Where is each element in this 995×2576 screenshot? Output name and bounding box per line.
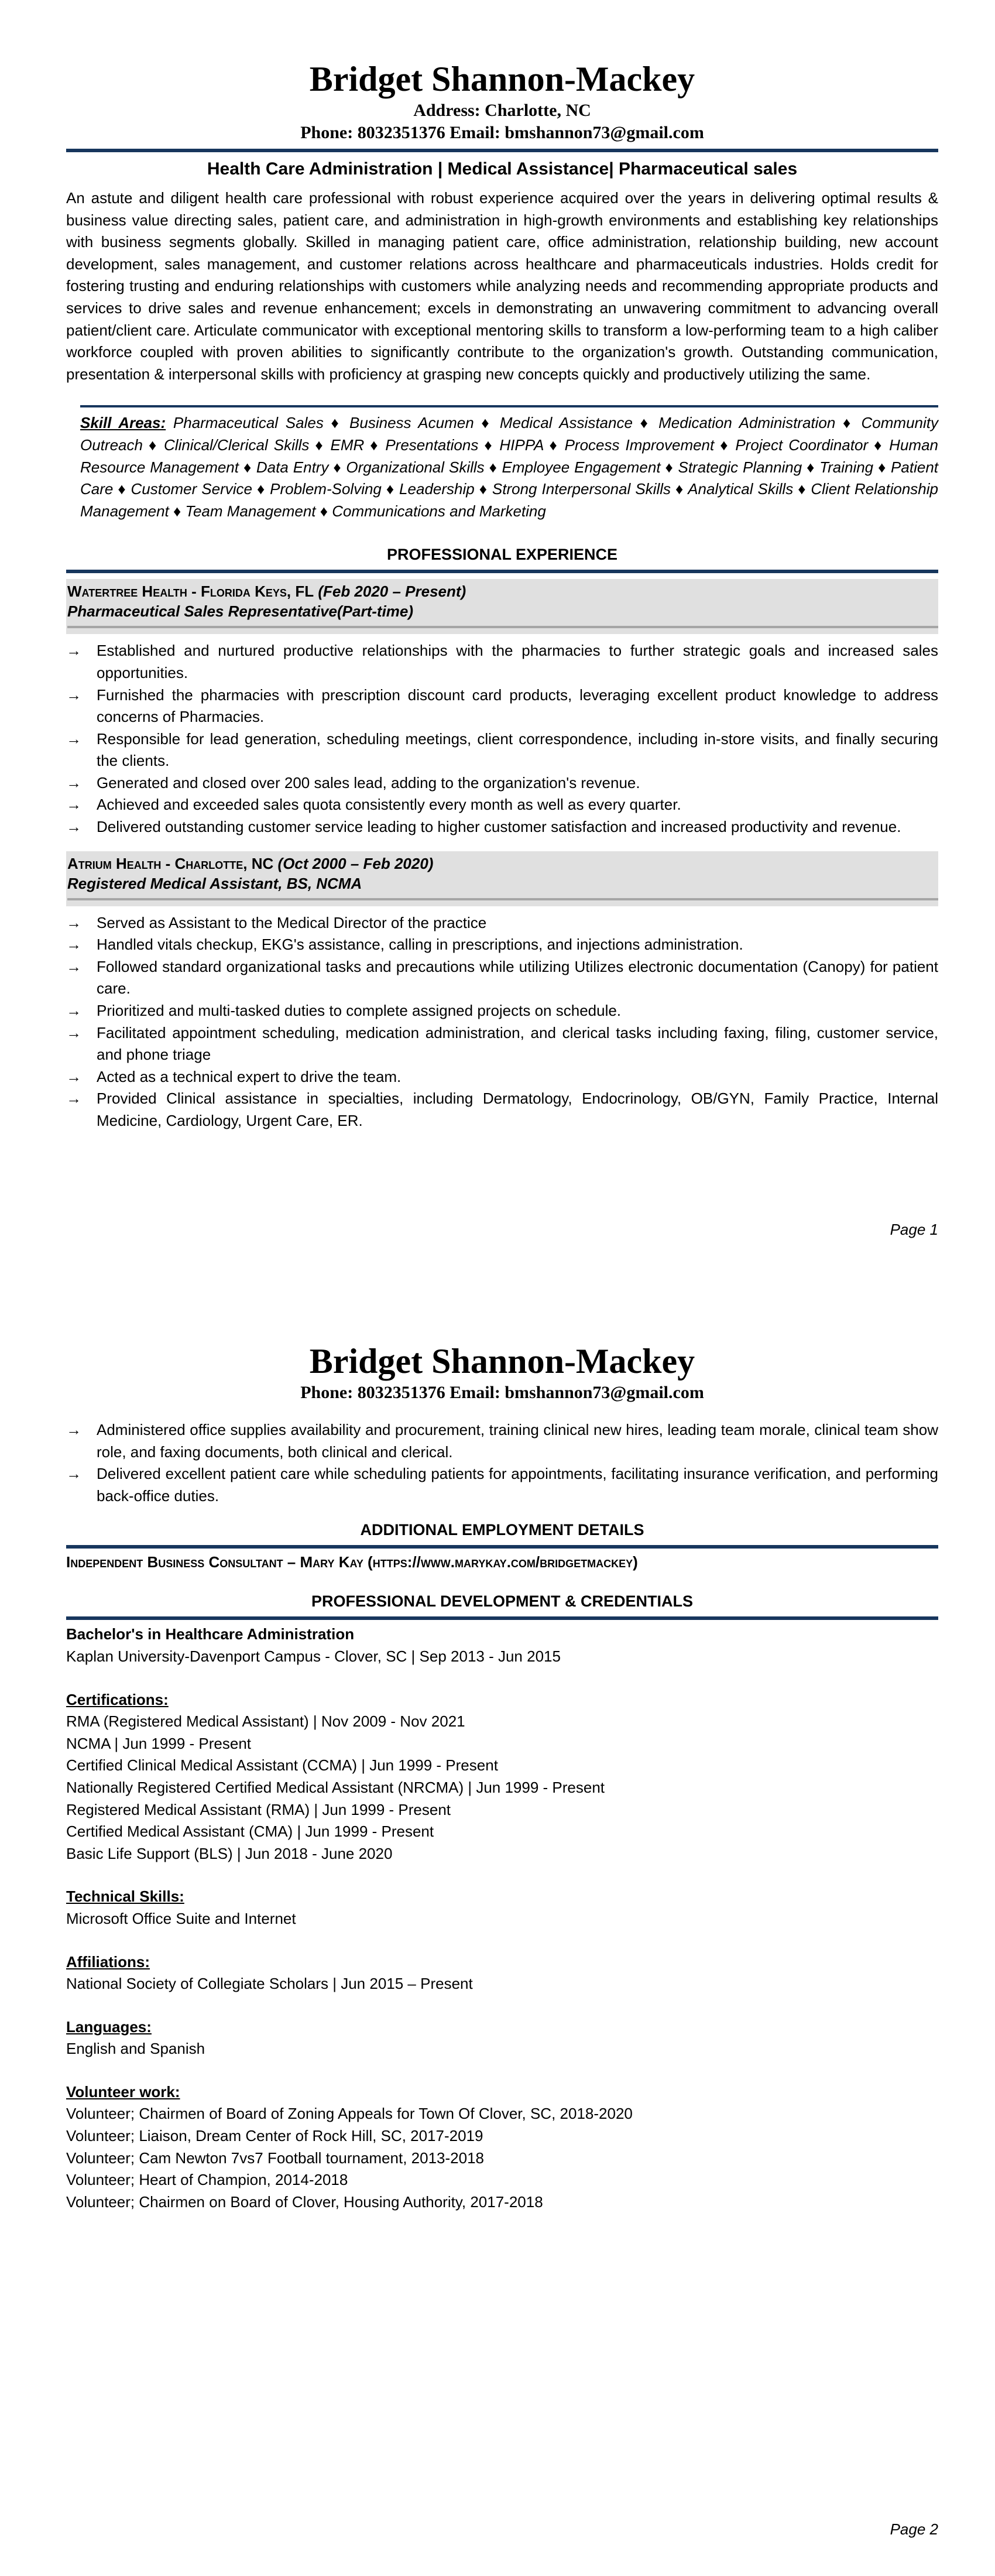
volunteer-item: Volunteer; Liaison, Dream Center of Rock Hill, SC, 2017-2019 xyxy=(66,2127,483,2145)
bullet-text: Established and nurtured productive relationships with the pharmacies to further strategic goals and increased sales opportunities. xyxy=(97,642,938,681)
bullet-text: Achieved and exceeded sales quota consistently every month as well as every quarter. xyxy=(97,796,681,814)
page-number: Page 2 xyxy=(890,2520,938,2538)
volunteer-item: Volunteer; Cam Newton 7vs7 Football tournament, 2013-2018 xyxy=(66,2149,484,2167)
certification-item: Nationally Registered Certified Medical Assistant (NRCMA) | Jun 1999 - Present xyxy=(66,1778,605,1796)
job-title: Registered Medical Assistant, BS, NCMA xyxy=(67,874,362,892)
job-header xyxy=(66,579,938,634)
arrow-icon: → xyxy=(66,818,81,836)
section-heading-experience: PROFESSIONAL EXPERIENCE xyxy=(386,546,618,564)
arrow-icon: → xyxy=(66,936,81,954)
section-heading-credentials: PROFESSIONAL DEVELOPMENT & CREDENTIALS xyxy=(311,1592,694,1611)
certification-item: Certified Medical Assistant (CMA) | Jun 1999 - Present xyxy=(66,1823,434,1841)
bullet-item xyxy=(66,728,938,772)
volunteer-item: Volunteer; Chairmen on Board of Clover, Housing Authority, 2017-2018 xyxy=(66,2193,543,2211)
contact-info: Phone: 8032351376 Email: bmshannon73@gmail.com xyxy=(300,123,704,142)
job-company: Watertree Health - Florida Keys, FL xyxy=(67,583,314,601)
bullet-item xyxy=(66,956,938,1000)
bullet-item xyxy=(66,684,938,728)
languages: English and Spanish xyxy=(66,2040,205,2058)
job-dates: (Oct 2000 – Feb 2020) xyxy=(277,854,434,872)
school: Kaplan University-Davenport Campus - Clover, SC | Sep 2013 - Jun 2015 xyxy=(66,1647,561,1665)
contact-info: Phone: 8032351376 Email: bmshannon73@gmail.com xyxy=(300,1383,704,1402)
bullet-text: Delivered excellent patient care while scheduling patients for appointments, facilitating insurance verification, and performing back-office duties. xyxy=(97,1465,938,1505)
job-divider xyxy=(67,898,938,900)
job-header xyxy=(66,851,938,906)
consultant-role: Independent Business Consultant – Mary Kay (https://www.marykay.com/bridgetmackey) xyxy=(66,1553,638,1571)
volunteer-item: Volunteer; Heart of Champion, 2014-2018 xyxy=(66,2171,348,2189)
bullet-item xyxy=(66,1000,938,1022)
volunteer-item: Volunteer; Chairmen of Board of Zoning Appeals for Town Of Clover, SC, 2018-2020 xyxy=(66,2105,633,2123)
candidate-name: Bridget Shannon-Mackey xyxy=(309,60,695,98)
divider xyxy=(66,570,938,573)
section-heading-additional: ADDITIONAL EMPLOYMENT DETAILS xyxy=(360,1521,644,1539)
bullet-text: Followed standard organizational tasks and precautions while utilizing Utilizes electronic documentation (Canopy) for patient care. xyxy=(97,957,938,998)
bullet-item xyxy=(66,934,938,956)
bullet-item xyxy=(66,816,938,838)
arrow-icon: → xyxy=(66,773,81,792)
bullet-text: Delivered outstanding customer service leading to higher customer satisfaction and increased productivity and revenue. xyxy=(97,818,901,836)
technical-label: Technical Skills: xyxy=(66,1888,184,1906)
arrow-icon: → xyxy=(66,1067,81,1085)
affiliations: National Society of Collegiate Scholars | Jun 2015 – Present xyxy=(66,1975,473,1993)
arrow-icon: → xyxy=(66,1465,81,1483)
candidate-name: Bridget Shannon-Mackey xyxy=(309,1342,695,1381)
bullet-item xyxy=(66,1463,938,1507)
bullet-item xyxy=(66,1419,938,1463)
volunteer-list xyxy=(66,2103,938,2213)
arrow-icon: → xyxy=(66,913,81,931)
bullet-item xyxy=(66,772,938,794)
resume-page-1 xyxy=(66,59,938,1132)
certifications-list xyxy=(66,1711,938,1865)
arrow-icon: → xyxy=(66,1421,81,1438)
bullet-text: Provided Clinical assistance in specialties, including Dermatology, Endocrinology, OB/GYN, Family Practice, Internal Medicine, Cardiology, Urgent Care, ER. xyxy=(97,1090,938,1129)
bullet-text: Responsible for lead generation, scheduling meetings, client correspondence, including in-store visits, and finally securing the clients. xyxy=(97,729,938,770)
divider xyxy=(66,149,938,152)
bullet-item xyxy=(66,794,938,816)
job-title: Pharmaceutical Sales Representative(Part-time) xyxy=(67,602,414,621)
bullet-text: Handled vitals checkup, EKG's assistance, calling in prescriptions, and injections administration. xyxy=(97,936,743,954)
affiliations-label: Affiliations: xyxy=(66,1952,150,1971)
resume-page-2 xyxy=(66,1341,938,2213)
job-bullets xyxy=(66,912,938,1132)
bullet-item xyxy=(66,912,938,934)
divider xyxy=(66,1545,938,1549)
bullet-item xyxy=(66,1022,938,1066)
job-dates: (Feb 2020 – Present) xyxy=(318,583,466,601)
bullet-list xyxy=(66,1419,938,1507)
job-company-line xyxy=(67,581,938,601)
volunteer-label: Volunteer work: xyxy=(66,2082,180,2101)
bullet-item xyxy=(66,1088,938,1132)
address: Address: Charlotte, NC xyxy=(413,101,591,120)
bullet-text: Facilitated appointment scheduling, medication administration, and clerical tasks including faxing, filing, customer service, and phone triage xyxy=(97,1023,938,1064)
bullet-text: Served as Assistant to the Medical Director of the practice xyxy=(97,913,487,931)
bullet-text: Generated and closed over 200 sales lead, adding to the organization's revenue. xyxy=(97,773,640,792)
divider xyxy=(66,1616,938,1620)
job-bullets xyxy=(66,640,938,838)
skills-label: Skill Areas: xyxy=(80,414,166,432)
certification-item: Certified Clinical Medical Assistant (CCMA) | Jun 1999 - Present xyxy=(66,1756,498,1775)
arrow-icon: → xyxy=(66,729,81,748)
languages-label: Languages: xyxy=(66,2017,152,2036)
bullet-text: Administered office supplies availability and procurement, training clinical new hires, leading team morale, clinical team show role, and faxing documents, both clinical and clerical. xyxy=(97,1421,938,1461)
bullet-item xyxy=(66,1066,938,1088)
arrow-icon: → xyxy=(66,957,81,975)
arrow-icon: → xyxy=(66,1090,81,1108)
arrow-icon: → xyxy=(66,642,81,660)
skills-list: Pharmaceutical Sales ♦ Business Acumen ♦ Medical Assistance ♦ Medication Administration ♦ Community Outreach ♦ Clinical/Clerical Skills ♦ EMR ♦ Presentations ♦ HIPPA ♦ Process Improvement ♦ Project Coordinator ♦ Human Resource Management ♦ Data Entry ♦ Organizational Skills ♦ Employee Engagement ♦ Strategic Planning ♦ Training ♦ Patient Care ♦ Customer Service ♦ Problem-Solving ♦ Leadership ♦ Strong Interpersonal Skills ♦ Analytical Skills ♦ Client Relationship Management ♦ Team Management ♦ Communications and Marketing xyxy=(80,414,938,520)
job-divider xyxy=(67,626,938,628)
bullet-item xyxy=(66,640,938,684)
certification-item: RMA (Registered Medical Assistant) | Nov 2009 - Nov 2021 xyxy=(66,1712,465,1731)
job-list xyxy=(66,579,938,1132)
page-number: Page 1 xyxy=(890,1221,938,1238)
arrow-icon: → xyxy=(66,796,81,814)
technical-skills: Microsoft Office Suite and Internet xyxy=(66,1909,296,1927)
divider xyxy=(80,405,938,407)
degree: Bachelor's in Healthcare Administration xyxy=(66,1625,355,1643)
bullet-text: Furnished the pharmacies with prescription discount card products, leveraging excellent product knowledge to address concerns of Pharmacies. xyxy=(97,686,938,726)
bullet-text: Prioritized and multi-tasked duties to complete assigned projects on schedule. xyxy=(97,1002,622,1020)
certifications-label: Certifications: xyxy=(66,1690,169,1708)
skill-areas xyxy=(66,412,938,522)
arrow-icon: → xyxy=(66,686,81,704)
headline: Health Care Administration | Medical Assistance| Pharmaceutical sales xyxy=(207,159,798,179)
certification-item: Basic Life Support (BLS) | Jun 2018 - June 2020 xyxy=(66,1844,393,1862)
arrow-icon: → xyxy=(66,1023,81,1042)
job-company: Atrium Health - Charlotte, NC xyxy=(67,854,274,872)
summary: An astute and diligent health care professional with robust experience acquired over the years in delivering optimal results & business value directing sales, patient care, and administration in high-growth environments and establishing key relationships with business segments globally. Skilled in managing patient care, office administration, relationship building, new account development, sales management, and customer relations across healthcare and pharmaceuticals industries. Holds credit for fostering trusting and enduring relationships with customers while analyzing needs and recommending appropriate products and services to drive sales and revenue enhancement; excels in demonstrating an unwavering commitment to advancing overall patient/client care. Articulate communicator with exceptional mentoring skills to transform a low-performing team to a high caliber workforce coupled with proven abilities to significantly contribute to the organization's growth. Outstanding communication, presentation & interpersonal skills with proficiency at grasping new concepts quickly and productively utilizing the same. xyxy=(66,189,938,383)
job-company-line xyxy=(67,854,938,873)
certification-item: NCMA | Jun 1999 - Present xyxy=(66,1734,252,1752)
arrow-icon: → xyxy=(66,1002,81,1020)
bullet-text: Acted as a technical expert to drive the team. xyxy=(97,1067,402,1085)
certification-item: Registered Medical Assistant (RMA) | Jun 1999 - Present xyxy=(66,1800,451,1818)
